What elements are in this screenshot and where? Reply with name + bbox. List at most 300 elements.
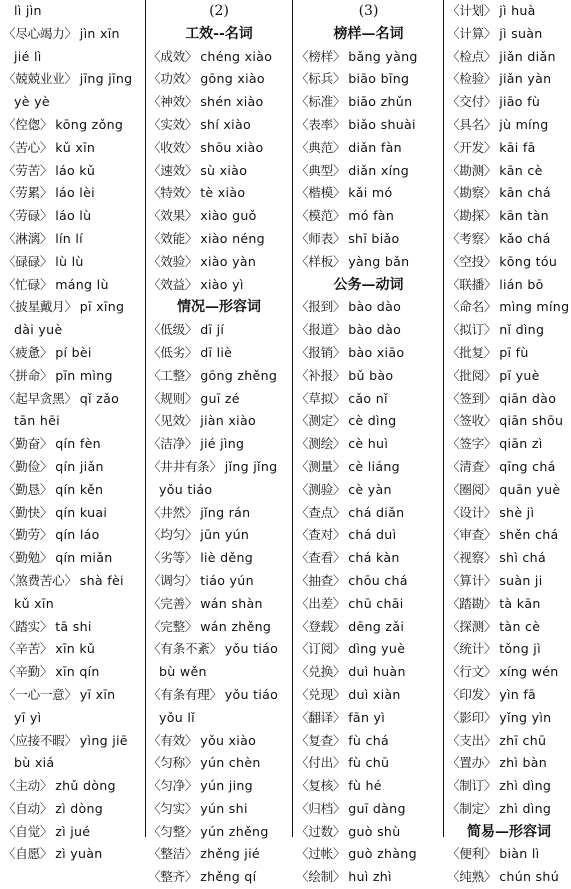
entry-pinyin: sù xiào	[200, 162, 248, 178]
entry-pinyin: chū chāi	[348, 595, 404, 611]
entry-pinyin: zhī chū	[499, 732, 547, 748]
entry-pinyin: bù wěn	[159, 664, 207, 680]
dictionary-entry	[3, 843, 143, 866]
entry-pinyin: wán shàn	[200, 595, 263, 611]
entry-pinyin: xīn kǔ	[55, 641, 96, 657]
entry-pinyin: fù chū	[348, 755, 390, 771]
entry-word: 〈计算〉	[447, 25, 497, 41]
entry-pinyin: qiān dào	[499, 390, 557, 406]
entry-word: 〈签到〉	[447, 390, 497, 406]
entry-pinyin: chá kàn	[348, 550, 400, 566]
entry-word: 〈付出〉	[296, 755, 346, 771]
entry-pinyin: shà fèi	[79, 572, 124, 588]
entry-word: 〈尽心竭力〉	[3, 25, 77, 41]
entry-word: 〈特效〉	[148, 185, 198, 201]
entry-word: 〈起早贪黑〉	[3, 390, 77, 406]
dictionary-entry	[296, 68, 441, 91]
dictionary-entry	[148, 205, 290, 228]
entry-word: 〈标准〉	[296, 94, 346, 110]
entry-pinyin: chá duì	[348, 527, 397, 543]
entry-pinyin: qīng chá	[499, 458, 556, 474]
entry-pinyin: jǐng rán	[200, 504, 251, 520]
entry-word: 〈实效〉	[148, 116, 198, 132]
dictionary-entry	[3, 616, 143, 639]
pinyin-continuation	[3, 0, 143, 23]
dictionary-entry	[148, 68, 290, 91]
entry-word: 〈匀整〉	[148, 823, 198, 839]
entry-pinyin: kōng tóu	[499, 253, 558, 269]
dictionary-entry	[447, 319, 571, 342]
entry-pinyin: shōu xiào	[200, 139, 264, 155]
dictionary-entry	[3, 274, 143, 297]
column-4	[447, 0, 571, 885]
entry-word: 〈设计〉	[447, 504, 497, 520]
entry-word: 〈印发〉	[447, 686, 497, 702]
entry-pinyin: jǐng jǐng	[224, 458, 278, 474]
entry-pinyin: pī fù	[499, 344, 529, 360]
entry-word: 〈典范〉	[296, 139, 346, 155]
dictionary-entry	[296, 570, 441, 593]
entry-pinyin: jì suàn	[499, 25, 543, 41]
entry-word: 〈低劣〉	[148, 344, 198, 360]
dictionary-entry	[296, 205, 441, 228]
entry-word: 〈劳碌〉	[3, 208, 53, 224]
dictionary-entry	[3, 114, 143, 137]
entry-pinyin: qǐ zǎo	[79, 390, 120, 406]
entry-pinyin: bào xiāo	[348, 344, 405, 360]
entry-word: 〈效果〉	[148, 208, 198, 224]
dictionary-entry	[447, 775, 571, 798]
entry-word: 〈劣等〉	[148, 550, 198, 566]
entry-pinyin: quān yuè	[499, 481, 561, 497]
column-divider	[145, 0, 146, 837]
entry-pinyin: cè huì	[348, 436, 389, 452]
entry-pinyin: jì huà	[499, 3, 536, 18]
pinyin-continuation	[148, 707, 290, 730]
entry-pinyin: yún jing	[200, 778, 253, 794]
entry-pinyin: jiàn xiào	[200, 413, 256, 429]
entry-pinyin: yī yì	[14, 709, 42, 725]
entry-word: 〈功效〉	[148, 71, 198, 87]
entry-word: 〈匀净〉	[148, 778, 198, 794]
entry-pinyin: xīn qín	[55, 664, 100, 680]
entry-word: 〈过帐〉	[296, 846, 346, 862]
dictionary-entry	[3, 23, 143, 46]
entry-word: 〈登载〉	[296, 618, 346, 634]
entry-word: 〈收效〉	[148, 139, 198, 155]
entry-pinyin: tǒng jì	[499, 641, 541, 657]
dictionary-entry	[296, 866, 441, 889]
entry-pinyin: lián bō	[499, 276, 544, 292]
entry-word: 〈规则〉	[148, 390, 198, 406]
entry-pinyin: zhì dìng	[499, 778, 552, 794]
dictionary-entry	[148, 251, 290, 274]
dictionary-entry	[3, 547, 143, 570]
entry-pinyin: dēng zǎi	[348, 618, 405, 634]
entry-word: 〈碌碌〉	[3, 253, 53, 269]
dictionary-entry	[296, 638, 441, 661]
entry-word: 〈模范〉	[296, 208, 346, 224]
dictionary-entry	[148, 775, 290, 798]
pinyin-continuation	[3, 593, 143, 616]
entry-word: 〈勘测〉	[447, 162, 497, 178]
entry-pinyin: guī dàng	[348, 800, 406, 816]
entry-word: 〈自觉〉	[3, 823, 53, 839]
entry-word: 〈测验〉	[296, 481, 346, 497]
entry-word: 〈绘制〉	[296, 869, 346, 885]
dictionary-entry	[148, 843, 290, 866]
entry-word: 〈勘察〉	[447, 185, 497, 201]
entry-pinyin: kāi fā	[499, 139, 536, 155]
entry-word: 〈勤奋〉	[3, 436, 53, 452]
entry-word: 〈翻译〉	[296, 709, 346, 725]
entry-pinyin: biāo bīng	[348, 71, 410, 87]
entry-pinyin: dìng yuè	[348, 641, 406, 657]
dictionary-entry	[148, 752, 290, 775]
entry-word: 〈补报〉	[296, 367, 346, 383]
entry-word: 〈交付〉	[447, 94, 497, 110]
dictionary-entry	[447, 160, 571, 183]
entry-word: 〈井然〉	[148, 504, 198, 520]
entry-pinyin: pī xīng	[79, 299, 125, 315]
dictionary-entry	[3, 479, 143, 502]
entry-pinyin: chá diǎn	[348, 504, 405, 520]
entry-word: 〈签字〉	[447, 436, 497, 452]
entry-word: 〈有条不紊〉	[148, 641, 222, 657]
entry-word: 〈检验〉	[447, 71, 497, 87]
entry-pinyin: gōng zhěng	[200, 367, 278, 383]
entry-word: 〈探测〉	[447, 618, 497, 634]
entry-pinyin: kǎi mó	[348, 185, 393, 201]
dictionary-entry	[3, 798, 143, 821]
entry-pinyin: bào dào	[348, 299, 402, 315]
entry-pinyin: jūn yún	[200, 527, 250, 543]
entry-pinyin: diǎn fàn	[348, 139, 402, 155]
dictionary-entry	[3, 730, 143, 753]
dictionary-entry	[447, 730, 571, 753]
entry-pinyin: fù hé	[348, 778, 382, 794]
entry-word: 〈效益〉	[148, 276, 198, 292]
dictionary-entry	[3, 661, 143, 684]
dictionary-entry	[148, 410, 290, 433]
dictionary-entry	[3, 251, 143, 274]
dictionary-entry	[3, 68, 143, 91]
entry-word: 〈效能〉	[148, 230, 198, 246]
entry-pinyin: yún zhěng	[200, 823, 269, 839]
dictionary-entry	[3, 365, 143, 388]
entry-word: 〈批阅〉	[447, 367, 497, 383]
dictionary-entry	[148, 616, 290, 639]
entry-word: 〈匀称〉	[148, 755, 198, 771]
entry-word: 〈订阅〉	[296, 641, 346, 657]
entry-word: 〈勤劳〉	[3, 527, 53, 543]
entry-pinyin: yún chèn	[200, 755, 261, 771]
entry-pinyin: xiào yì	[200, 276, 244, 292]
dictionary-entry	[148, 684, 290, 707]
entry-pinyin: yè yè	[14, 94, 50, 110]
dictionary-entry	[296, 410, 441, 433]
dictionary-entry	[3, 502, 143, 525]
entry-pinyin: liè děng	[200, 550, 254, 566]
entry-word: 〈统计〉	[447, 641, 497, 657]
entry-word: 〈考察〉	[447, 230, 497, 246]
dictionary-entry	[447, 866, 571, 889]
dictionary-entry	[447, 843, 571, 866]
dictionary-entry	[447, 684, 571, 707]
entry-word: 〈辛勤〉	[3, 664, 53, 680]
entry-pinyin: zhěng qí	[200, 869, 257, 885]
dictionary-entry	[148, 91, 290, 114]
entry-pinyin: chún shú	[499, 869, 559, 885]
entry-pinyin: xiào néng	[200, 230, 265, 246]
entry-word: 〈归档〉	[296, 800, 346, 816]
entry-word: 〈见效〉	[148, 413, 198, 429]
entry-pinyin: máng lù	[55, 276, 109, 292]
entry-word: 〈便利〉	[447, 846, 497, 862]
entry-word: 〈复查〉	[296, 732, 346, 748]
entry-pinyin: mìng míng	[499, 299, 570, 315]
column-divider	[292, 0, 293, 837]
entry-word: 〈联播〉	[447, 276, 497, 292]
entry-pinyin: tān hēi	[14, 413, 60, 429]
entry-pinyin: yìn fā	[499, 686, 537, 702]
entry-word: 〈自愿〉	[3, 846, 53, 862]
dictionary-entry	[447, 182, 571, 205]
dictionary-entry	[296, 684, 441, 707]
pinyin-continuation	[3, 319, 143, 342]
dictionary-entry	[148, 137, 290, 160]
dictionary-entry	[148, 114, 290, 137]
entry-word: 〈空投〉	[447, 253, 497, 269]
dictionary-entry	[3, 821, 143, 844]
dictionary-entry	[296, 798, 441, 821]
entry-pinyin: yàng bǎn	[348, 253, 410, 269]
entry-pinyin: dī liè	[200, 344, 233, 360]
entry-word: 〈拼命〉	[3, 367, 53, 383]
dictionary-entry	[3, 160, 143, 183]
column-divider	[443, 0, 444, 837]
entry-word: 〈出差〉	[296, 595, 346, 611]
dictionary-entry	[3, 433, 143, 456]
entry-word: 〈报到〉	[296, 299, 346, 315]
entry-pinyin: yún shi	[200, 800, 248, 816]
entry-word: 〈勘探〉	[447, 208, 497, 224]
entry-word: 〈测定〉	[296, 413, 346, 429]
entry-word: 〈拟订〉	[447, 322, 497, 338]
entry-pinyin: qín jiǎn	[55, 458, 104, 474]
entry-pinyin: kǎo chá	[499, 230, 551, 246]
entry-word: 〈签收〉	[447, 413, 497, 429]
entry-word: 〈检点〉	[447, 48, 497, 64]
entry-word: 〈具名〉	[447, 116, 497, 132]
dictionary-entry	[296, 547, 441, 570]
dictionary-entry	[296, 661, 441, 684]
entry-word: 〈查看〉	[296, 550, 346, 566]
entry-pinyin: pī yuè	[499, 367, 540, 383]
entry-pinyin: pīn mìng	[55, 367, 113, 383]
entry-pinyin: diǎn xíng	[348, 162, 410, 178]
entry-word: 〈速效〉	[148, 162, 198, 178]
dictionary-entry	[296, 433, 441, 456]
dictionary-entry	[296, 46, 441, 69]
dictionary-entry	[447, 524, 571, 547]
entry-pinyin: bù xiá	[14, 755, 55, 771]
entry-word: 〈算计〉	[447, 572, 497, 588]
entry-word: 〈影印〉	[447, 709, 497, 725]
entry-pinyin: jìn xīn	[79, 25, 120, 41]
entry-word: 〈倥偬〉	[3, 116, 53, 132]
entry-pinyin: kōng zǒng	[55, 116, 124, 132]
dictionary-entry	[148, 274, 290, 297]
entry-word: 〈批复〉	[447, 344, 497, 360]
entry-pinyin: zhěng jié	[200, 846, 260, 862]
dictionary-entry	[148, 638, 290, 661]
dictionary-entry	[296, 160, 441, 183]
dictionary-entry	[148, 342, 290, 365]
section-heading: 榜样—名词	[333, 25, 404, 42]
entry-pinyin: xiào yàn	[200, 253, 257, 269]
entry-word: 〈苦心〉	[3, 139, 53, 155]
dictionary-entry	[3, 205, 143, 228]
entry-pinyin: lín lí	[55, 230, 83, 246]
dictionary-entry	[3, 228, 143, 251]
dictionary-entry	[296, 843, 441, 866]
entry-word: 〈测量〉	[296, 458, 346, 474]
dictionary-entry	[296, 616, 441, 639]
dictionary-entry	[447, 46, 571, 69]
entry-word: 〈审查〉	[447, 527, 497, 543]
entry-word: 〈工整〉	[148, 367, 198, 383]
entry-word: 〈命名〉	[447, 299, 497, 315]
dictionary-entry	[3, 456, 143, 479]
entry-pinyin: chéng xiào	[200, 48, 273, 64]
dictionary-entry	[296, 502, 441, 525]
entry-pinyin: fù chá	[348, 732, 390, 748]
dictionary-entry	[296, 296, 441, 319]
entry-word: 〈置办〉	[447, 755, 497, 771]
column-2	[148, 0, 290, 885]
entry-pinyin: zì jué	[55, 823, 91, 839]
dictionary-entry	[447, 410, 571, 433]
entry-word: 〈神效〉	[148, 94, 198, 110]
pinyin-continuation	[3, 91, 143, 114]
dictionary-entry	[447, 616, 571, 639]
pinyin-continuation	[3, 46, 143, 69]
dictionary-entry	[3, 684, 143, 707]
dictionary-entry	[3, 524, 143, 547]
entry-pinyin: wán zhěng	[200, 618, 272, 634]
dictionary-entry	[296, 228, 441, 251]
entry-pinyin: zhǔ dòng	[55, 778, 116, 794]
section-heading: 公务—动词	[333, 276, 404, 293]
entry-pinyin: bào dào	[348, 322, 402, 338]
dictionary-entry	[447, 365, 571, 388]
entry-pinyin: biàn lì	[499, 846, 540, 862]
entry-word: 〈计划〉	[447, 3, 497, 18]
dictionary-entry	[148, 46, 290, 69]
dictionary-entry	[296, 821, 441, 844]
dictionary-entry	[447, 433, 571, 456]
entry-word: 〈兢兢业业〉	[3, 71, 77, 87]
dictionary-entry	[3, 570, 143, 593]
entry-word: 〈勤快〉	[3, 504, 53, 520]
dictionary-entry	[296, 91, 441, 114]
entry-word: 〈兑现〉	[296, 686, 346, 702]
entry-pinyin: nǐ dìng	[499, 322, 545, 338]
entry-word: 〈师表〉	[296, 230, 346, 246]
pinyin-continuation	[148, 661, 290, 684]
entry-pinyin: láo kǔ	[55, 162, 96, 178]
section-number: (3)	[358, 3, 379, 19]
entry-word: 〈有效〉	[148, 732, 198, 748]
entry-word: 〈样板〉	[296, 253, 346, 269]
entry-word: 〈开发〉	[447, 139, 497, 155]
dictionary-entry	[148, 388, 290, 411]
column-1	[3, 0, 143, 862]
entry-pinyin: tiáo yún	[200, 572, 254, 588]
entry-pinyin: láo lù	[55, 208, 92, 224]
entry-word: 〈制订〉	[447, 778, 497, 794]
dictionary-entry	[296, 730, 441, 753]
entry-pinyin: shī biǎo	[348, 230, 400, 246]
entry-word: 〈有条有理〉	[148, 686, 222, 702]
entry-word: 〈表率〉	[296, 116, 346, 132]
entry-word: 〈整齐〉	[148, 869, 198, 885]
dictionary-entry	[296, 775, 441, 798]
entry-word: 〈成效〉	[148, 48, 198, 64]
entry-pinyin: guò shù	[348, 823, 401, 839]
dictionary-entry	[296, 319, 441, 342]
entry-pinyin: jù míng	[499, 116, 549, 132]
dictionary-entry	[3, 182, 143, 205]
dictionary-entry	[447, 0, 571, 23]
entry-word: 〈井井有条〉	[148, 458, 222, 474]
pinyin-continuation	[148, 479, 290, 502]
entry-word: 〈过数〉	[296, 823, 346, 839]
entry-pinyin: jié jìng	[200, 436, 245, 452]
entry-pinyin: qín fèn	[55, 436, 101, 452]
entry-word: 〈匀实〉	[148, 800, 198, 816]
dictionary-entry	[296, 524, 441, 547]
entry-word: 〈查点〉	[296, 504, 346, 520]
dictionary-entry	[148, 524, 290, 547]
entry-pinyin: shěn chá	[499, 527, 559, 543]
dictionary-entry	[3, 775, 143, 798]
entry-pinyin: gōng xiào	[200, 71, 265, 87]
entry-pinyin: biǎo shuài	[348, 116, 416, 132]
dictionary-entry	[3, 388, 143, 411]
entry-pinyin: zhì dìng	[499, 800, 552, 816]
entry-pinyin: chōu chá	[348, 572, 408, 588]
entry-pinyin: pí bèi	[55, 344, 92, 360]
dictionary-entry	[296, 251, 441, 274]
entry-word: 〈劳累〉	[3, 185, 53, 201]
entry-word: 〈辛苦〉	[3, 641, 53, 657]
dictionary-entry	[447, 205, 571, 228]
entry-pinyin: dài yuè	[14, 322, 63, 338]
entry-pinyin: guò zhàng	[348, 846, 417, 862]
dictionary-entry	[447, 547, 571, 570]
dictionary-entry	[296, 342, 441, 365]
entry-pinyin: jié lì	[14, 48, 42, 64]
entry-pinyin: biāo zhǔn	[348, 94, 413, 110]
dictionary-entry	[296, 365, 441, 388]
entry-word: 〈应接不暇〉	[3, 732, 77, 748]
entry-pinyin: duì xiàn	[348, 686, 401, 702]
entry-word: 〈榜样〉	[296, 48, 346, 64]
dictionary-entry	[447, 91, 571, 114]
entry-pinyin: yǒu tiáo	[224, 641, 279, 657]
